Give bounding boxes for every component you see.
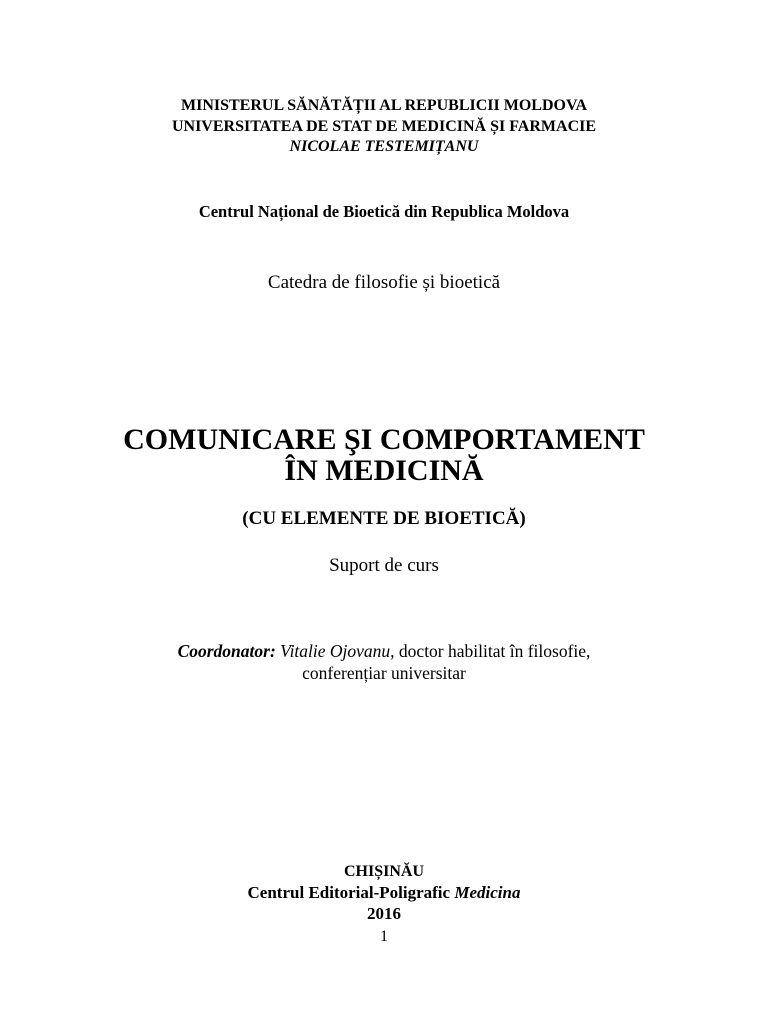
department-name: Catedra de filosofie și bioetică (267, 272, 501, 293)
coordinator-credentials: doctor habilitat în filosofie, (398, 641, 591, 661)
publication-year: 2016 (367, 904, 401, 923)
publication-city: CHIȘINĂU (343, 863, 424, 880)
course-type: Suport de curs (329, 555, 439, 576)
ministry-heading: MINISTERUL SĂNĂTĂȚII AL REPUBLICII MOLDOVA (180, 97, 588, 114)
publisher-line (0, 884, 768, 901)
document-title-line-1: COMUNICARE ŞI COMPORTAMENT (123, 423, 645, 456)
university-heading: UNIVERSITATEA DE STAT DE MEDICINĂ ȘI FARMACIE (171, 118, 597, 135)
publisher-prefix: Centrul Editorial-Poligrafic (247, 883, 451, 902)
document-subtitle: (CU ELEMENTE DE BIOETICĂ) (242, 508, 526, 529)
publisher-name: Medicina (454, 883, 521, 902)
document-title-line-2: ÎN MEDICINĂ (284, 454, 484, 487)
bioethics-center: Centrul Național de Bioetică din Republica Moldova (198, 202, 570, 221)
coordinator-line (0, 643, 768, 661)
department-heading (0, 273, 768, 292)
coordinator-position: conferențiar universitar (302, 663, 466, 683)
page-number: 1 (380, 928, 388, 945)
coordinator-name: Vitalie Ojovanu, (280, 641, 395, 661)
university-namesake: NICOLAE TESTEMIȚANU (289, 138, 479, 155)
coordinator-label: Coordonator: (177, 641, 276, 661)
